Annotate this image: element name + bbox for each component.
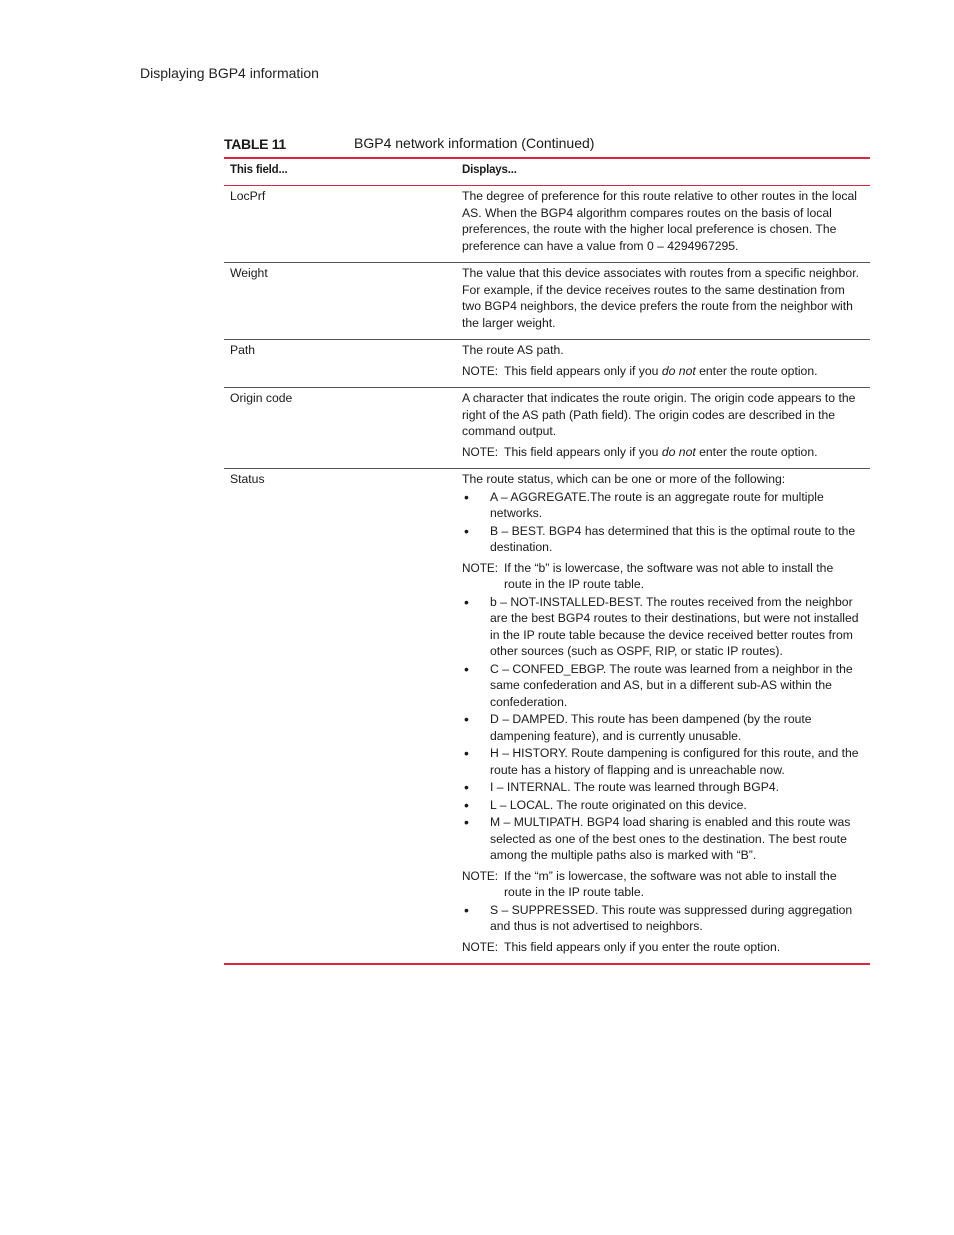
list-item: • b – NOT-INSTALLED-BEST. The routes received from the neighbor are the best BGP4 routes to their destinations, but were not installed in the IP route table because the device received better routes from other sources (such as OSPF, RIP, or static IP routes). xyxy=(464,593,859,658)
table-row-locprf xyxy=(224,186,870,262)
field-name: Origin code xyxy=(230,391,293,405)
note-text: This field appears only if you do not enter the route option. xyxy=(504,444,818,459)
note-label: NOTE: xyxy=(462,560,499,575)
bullet-icon: • xyxy=(464,522,469,539)
keyword-route: route xyxy=(713,939,741,954)
list-item: • B – BEST. BGP4 has determined that this is the optimal route to the destination. xyxy=(464,522,856,554)
field-name: LocPrf xyxy=(230,189,266,203)
note xyxy=(462,560,864,593)
field-description: A character that indicates the route origin. The origin code appears to the right of the AS path (Path field). The origin codes are described in the command output. xyxy=(462,391,856,438)
table-header-row xyxy=(224,159,870,186)
bullet-icon: • xyxy=(464,796,469,813)
note-text: If the “m” is lowercase, the software was not able to install the route in the IP route table. xyxy=(504,868,837,899)
bullet-icon: • xyxy=(464,660,469,677)
list-item: • D – DAMPED. This route has been dampened (by the route dampening feature), and is currently unusable. xyxy=(464,711,812,743)
note-label: NOTE: xyxy=(462,868,499,883)
bullet-icon: • xyxy=(464,779,469,795)
table-row-status xyxy=(224,468,870,963)
field-description: The route status, which can be one or more of the following: xyxy=(462,472,786,486)
table-row-path xyxy=(224,339,870,387)
keyword-route: route xyxy=(750,444,778,459)
bullet-icon: • xyxy=(464,593,469,610)
list-item: • H – HISTORY. Route dampening is configured for this route, and the route has a history of flapping and is unreachable now. xyxy=(464,745,859,777)
list-item: • L – LOCAL. The route originated on this device. xyxy=(464,796,747,813)
column-header-field: This field... xyxy=(230,164,288,176)
field-description: The value that this device associates with routes from a specific neighbor. For example, if the device receives routes to the same destination from two BGP4 neighbors, the device prefers the route from the neighbor with the larger weight. xyxy=(462,266,859,330)
field-description: The route AS path. xyxy=(462,343,564,357)
keyword-route: route xyxy=(750,363,778,378)
field-description: The degree of preference for this route relative to other routes in the local AS. When the BGP4 algorithm compares routes on the basis of local preferences, the route with the higher local preference is chosen. The preference can have a value from 0 – 4294967295. xyxy=(462,189,857,253)
note-text: This field appears only if you enter the route option. xyxy=(504,939,781,954)
bullet-icon: • xyxy=(464,745,469,761)
field-name: Status xyxy=(230,472,265,486)
list-item: • A – AGGREGATE.The route is an aggregate route for multiple networks. xyxy=(464,488,824,520)
note-label: NOTE: xyxy=(462,939,499,954)
note xyxy=(462,868,864,901)
note xyxy=(462,363,864,380)
table-row-weight xyxy=(224,262,870,339)
field-name: Weight xyxy=(230,266,268,280)
note xyxy=(462,444,864,461)
list-item: • I – INTERNAL. The route was learned through BGP4. xyxy=(464,779,780,795)
field-name: Path xyxy=(230,343,256,357)
note-text: If the “b” is lowercase, the software was not able to install the route in the IP route table. xyxy=(504,560,834,591)
bullet-icon: • xyxy=(464,901,469,918)
note-label: NOTE: xyxy=(462,363,499,378)
note-label: NOTE: xyxy=(462,444,499,459)
list-item: • S – SUPPRESSED. This route was suppressed during aggregation and thus is not advertised to neighbors. xyxy=(464,901,853,933)
table-title: BGP4 network information (Continued) xyxy=(354,135,595,151)
bullet-icon: • xyxy=(464,488,469,505)
bullet-icon: • xyxy=(464,814,469,830)
note xyxy=(462,939,864,956)
bgp4-network-info-table xyxy=(224,157,870,965)
note-text: This field appears only if you do not enter the route option. xyxy=(504,363,818,378)
table-row-origin-code xyxy=(224,387,870,468)
list-item: • M – MULTIPATH. BGP4 load sharing is enabled and this route was selected as one of the best ones to the destination. The best route among the multiple paths also is marked with “B”. xyxy=(464,814,851,862)
list-item: • C – CONFED_EBGP. The route was learned from a neighbor in the same confederation and AS, but in a different sub-AS within the confederation. xyxy=(464,660,853,709)
table-number: TABLE 11 xyxy=(224,136,286,152)
running-header: Displaying BGP4 information xyxy=(140,65,319,81)
column-header-displays: Displays... xyxy=(462,164,517,176)
bullet-icon: • xyxy=(464,711,469,727)
